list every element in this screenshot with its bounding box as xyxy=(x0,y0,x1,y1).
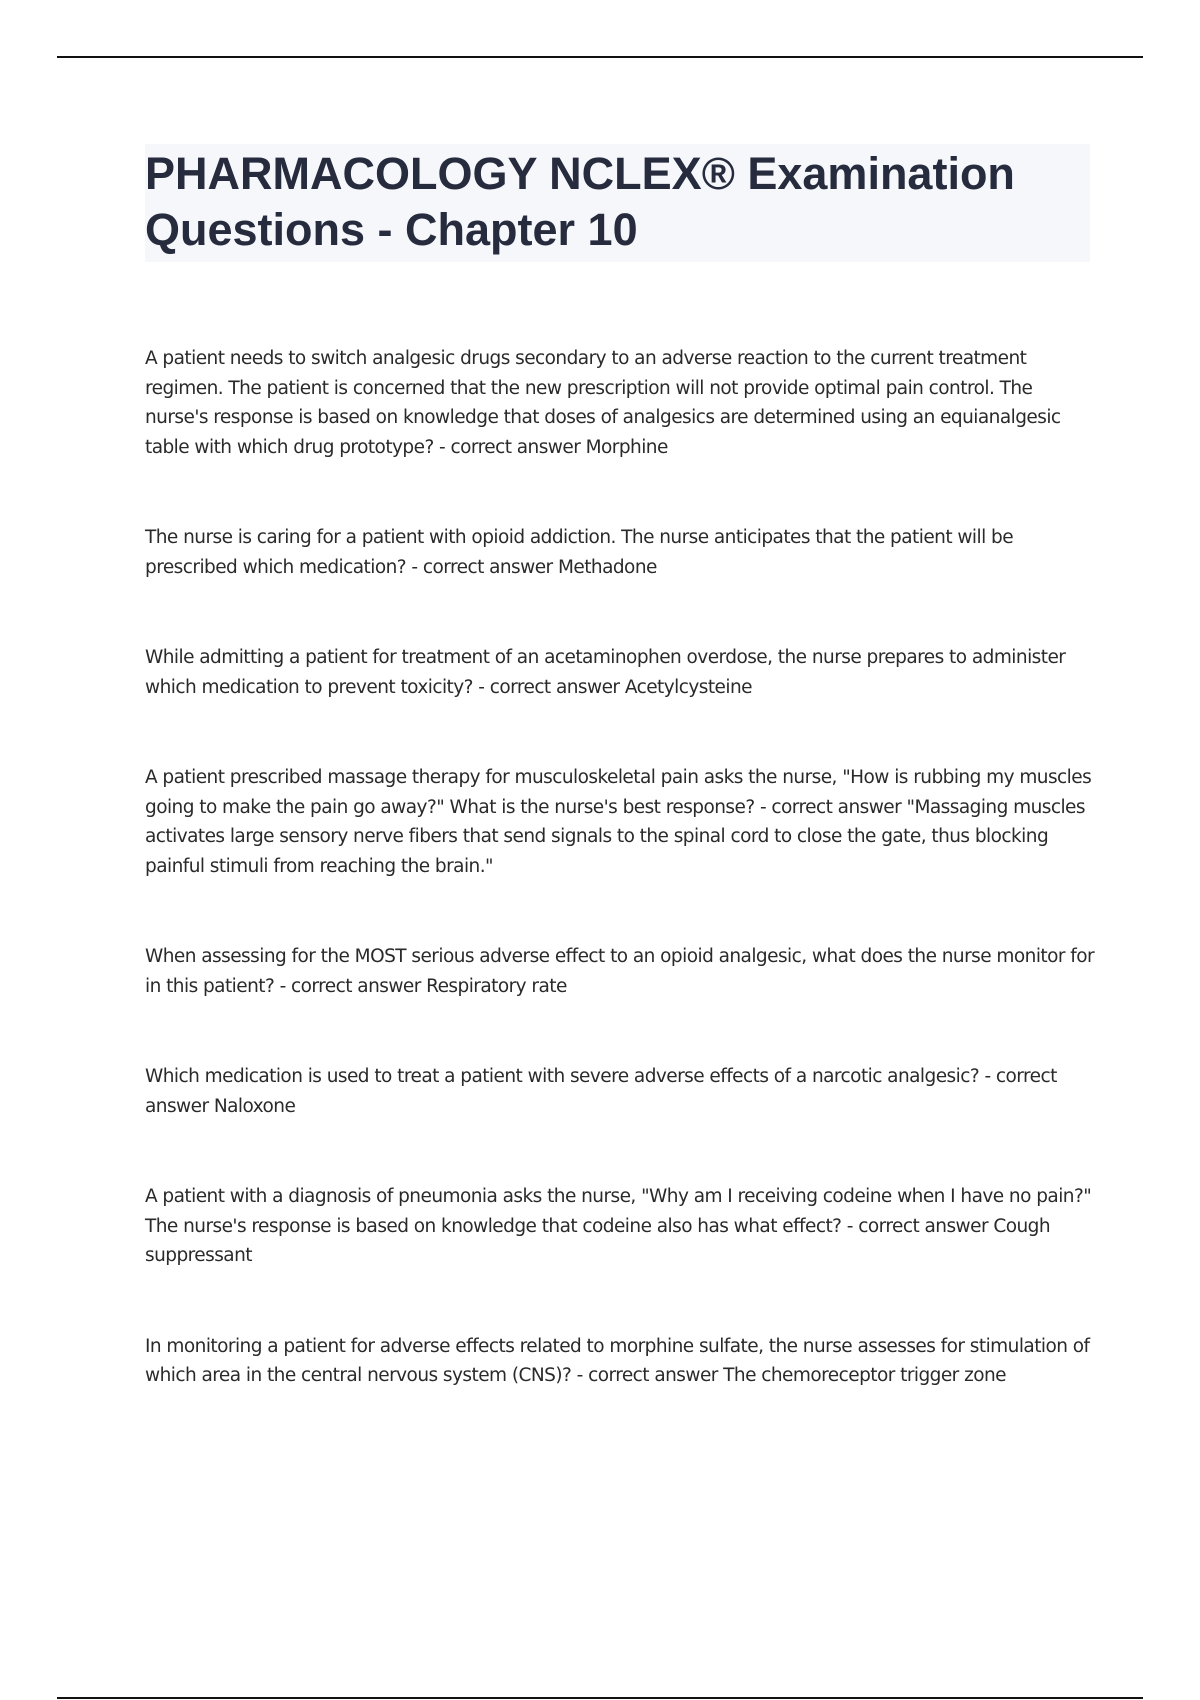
question-list xyxy=(145,344,1095,1452)
question-item-5: When assessing for the MOST serious adverse effect to an opioid analgesic, what does the nurse monitor for in this patient? - correct answer Respiratory rate xyxy=(145,946,1095,997)
question-item-8: In monitoring a patient for adverse effects related to morphine sulfate, the nurse assesses for stimulation of which area in the central nervous system (CNS)? - correct answer The chemoreceptor trigger zone xyxy=(145,1335,1090,1386)
question-item-7: A patient with a diagnosis of pneumonia asks the nurse, "Why am I receiving codeine when I have no pain?" The nurse's response is based on knowledge that codeine also has what effect? - correct answer Cough suppressant xyxy=(145,1186,1092,1266)
question-item-3: While admitting a patient for treatment of an acetaminophen overdose, the nurse prepares to administer which medication to prevent toxicity? - correct answer Acetylcysteine xyxy=(145,647,1066,698)
question-item-2: The nurse is caring for a patient with opioid addiction. The nurse anticipates that the patient will be prescribed which medication? - correct answer Methadone xyxy=(145,527,1014,578)
title-block xyxy=(145,144,1090,262)
question-item-4: A patient prescribed massage therapy for musculoskeletal pain asks the nurse, "How is rubbing my muscles going to make the pain go away?" What is the nurse's best response? - correct answer "Massaging muscles activates large sensory nerve fibers that send signals to the spinal cord to close the gate, thus blocking painful stimuli from reaching the brain." xyxy=(145,767,1092,877)
page-title-line-1: PHARMACOLOGY NCLEX® Examination xyxy=(145,148,1015,199)
question-item-6: Which medication is used to treat a patient with severe adverse effects of a narcotic analgesic? - correct answer Naloxone xyxy=(145,1066,1057,1117)
top-rule xyxy=(57,56,1143,58)
page-title-line-2: Questions - Chapter 10 xyxy=(145,204,638,255)
page-title xyxy=(145,146,1090,258)
bottom-rule xyxy=(57,1697,1143,1699)
question-item-1: A patient needs to switch analgesic drugs secondary to an adverse reaction to the current treatment regimen. The patient is concerned that the new prescription will not provide optimal pain control. The nurse's response is based on knowledge that doses of analgesics are determined using an equianalgesic table with which drug prototype? - correct answer Morphine xyxy=(145,348,1061,458)
